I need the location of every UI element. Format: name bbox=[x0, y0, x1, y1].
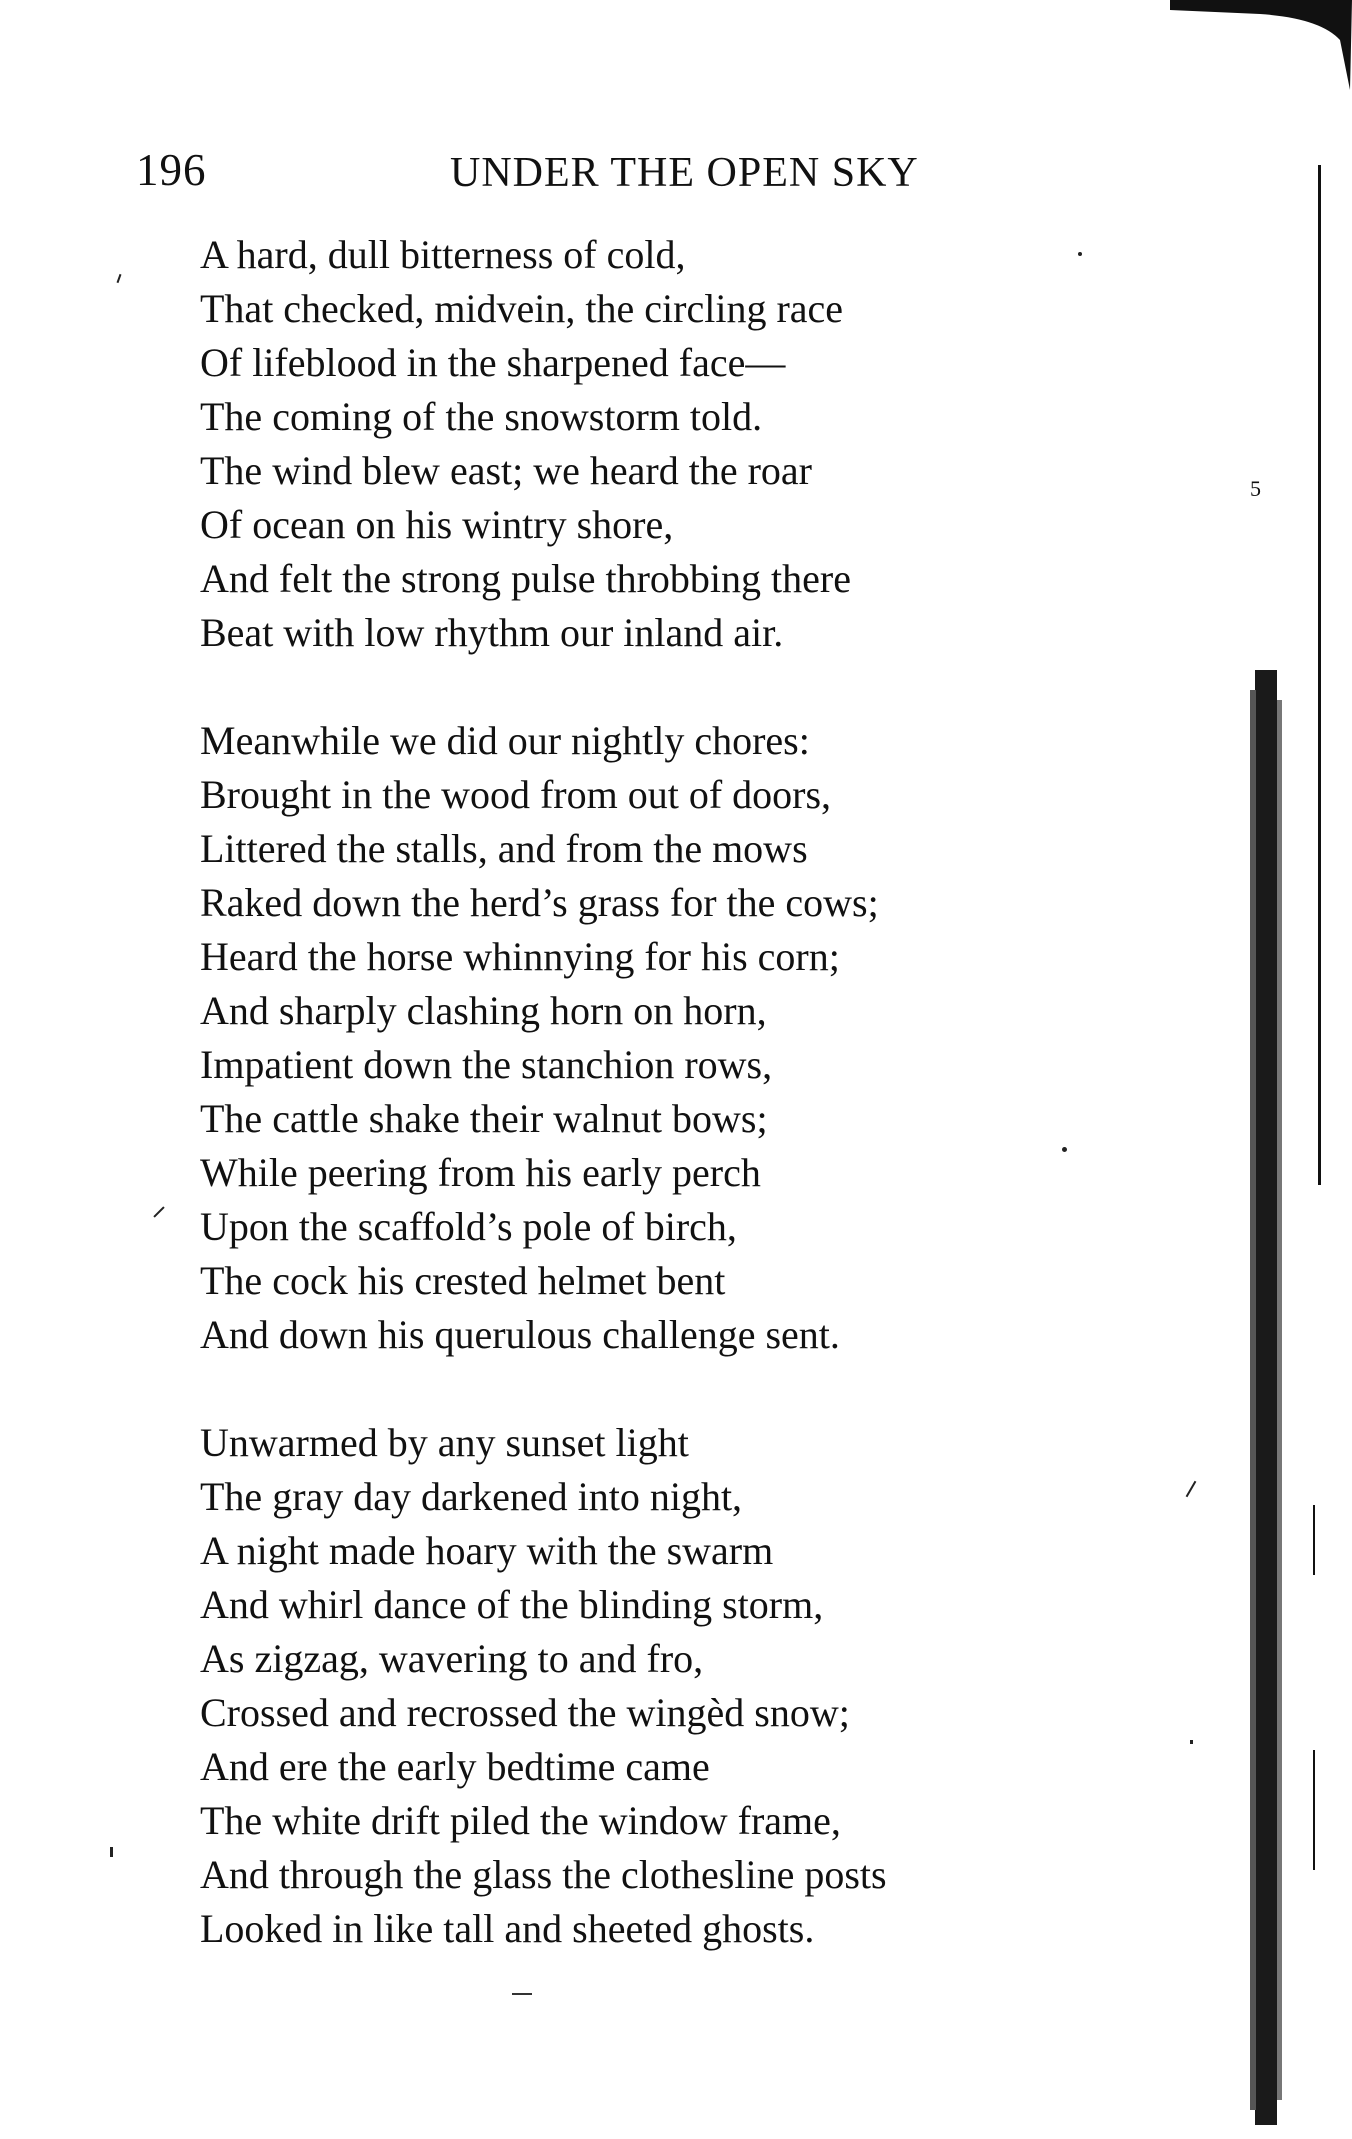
poem-line: Impatient down the stanchion rows, bbox=[200, 1042, 773, 1087]
poem-line: And through the glass the clothesline posts bbox=[200, 1852, 887, 1897]
poem-line: Beat with low rhythm our inland air. bbox=[200, 610, 784, 655]
poem-line: The gray day darkened into night, bbox=[200, 1474, 743, 1519]
page-edge-line-lower bbox=[1313, 1505, 1315, 1575]
speck bbox=[117, 274, 122, 283]
poem-line: The coming of the snowstorm told. bbox=[200, 394, 763, 439]
poem-line: Littered the stalls, and from the mows bbox=[200, 826, 808, 871]
page-number: 196 bbox=[136, 145, 207, 195]
page-edge-shadow bbox=[1255, 670, 1277, 2125]
page-edge-shadow-outer bbox=[1277, 700, 1282, 2100]
poem-line: The white drift piled the window frame, bbox=[200, 1798, 841, 1843]
poem-line: And down his querulous challenge sent. bbox=[200, 1312, 840, 1357]
poem-line: As zigzag, wavering to and fro, bbox=[200, 1636, 704, 1681]
poem-line: Crossed and recrossed the wingèd snow; bbox=[200, 1690, 850, 1735]
poem-line: Looked in like tall and sheeted ghosts. bbox=[200, 1906, 815, 1951]
speck bbox=[110, 1847, 113, 1857]
poem-line: And sharply clashing horn on horn, bbox=[200, 988, 767, 1033]
poem bbox=[200, 228, 887, 1956]
poem-line: Heard the horse whinnying for his corn; bbox=[200, 934, 840, 979]
poem-line: The cattle shake their walnut bows; bbox=[200, 1096, 768, 1141]
poem-line: And felt the strong pulse throbbing there bbox=[200, 556, 851, 601]
stanza-3 bbox=[200, 1416, 887, 1956]
poem-line: Meanwhile we did our nightly chores: bbox=[200, 718, 810, 763]
margin-line-number: 5 bbox=[1250, 476, 1261, 501]
running-title: UNDER THE OPEN SKY bbox=[450, 150, 919, 196]
speck bbox=[1062, 1147, 1067, 1152]
poem-line: Of ocean on his wintry shore, bbox=[200, 502, 674, 547]
page-edge-line-bottom bbox=[1313, 1750, 1315, 1870]
speck bbox=[1186, 1481, 1197, 1498]
poem-line: The wind blew east; we heard the roar bbox=[200, 448, 812, 493]
stanza-1 bbox=[200, 228, 887, 660]
poem-line: That checked, midvein, the circling race bbox=[200, 286, 844, 331]
speck bbox=[153, 1206, 164, 1217]
poem-line: Unwarmed by any sunset light bbox=[200, 1420, 689, 1465]
poem-line: While peering from his early perch bbox=[200, 1150, 761, 1195]
poem-line: Raked down the herd’s grass for the cows; bbox=[200, 880, 879, 925]
poem-line: And ere the early bedtime came bbox=[200, 1744, 710, 1789]
speck bbox=[1190, 1740, 1193, 1744]
poem-line: Brought in the wood from out of doors, bbox=[200, 772, 832, 817]
poem-line: A night made hoary with the swarm bbox=[200, 1528, 774, 1573]
speck bbox=[1078, 252, 1082, 256]
poem-line: Upon the scaffold’s pole of birch, bbox=[200, 1204, 737, 1249]
page-corner-fold bbox=[1170, 0, 1352, 90]
bottom-dash bbox=[512, 1993, 532, 1995]
poem-line: And whirl dance of the blinding storm, bbox=[200, 1582, 824, 1627]
page-edge-thin bbox=[1318, 165, 1321, 1185]
poem-line: The cock his crested helmet bent bbox=[200, 1258, 726, 1303]
poem-line: A hard, dull bitterness of cold, bbox=[200, 232, 686, 277]
page-edge-shadow-inner bbox=[1250, 690, 1256, 2110]
poem-line: Of lifeblood in the sharpened face— bbox=[200, 340, 786, 385]
stanza-2 bbox=[200, 714, 887, 1362]
